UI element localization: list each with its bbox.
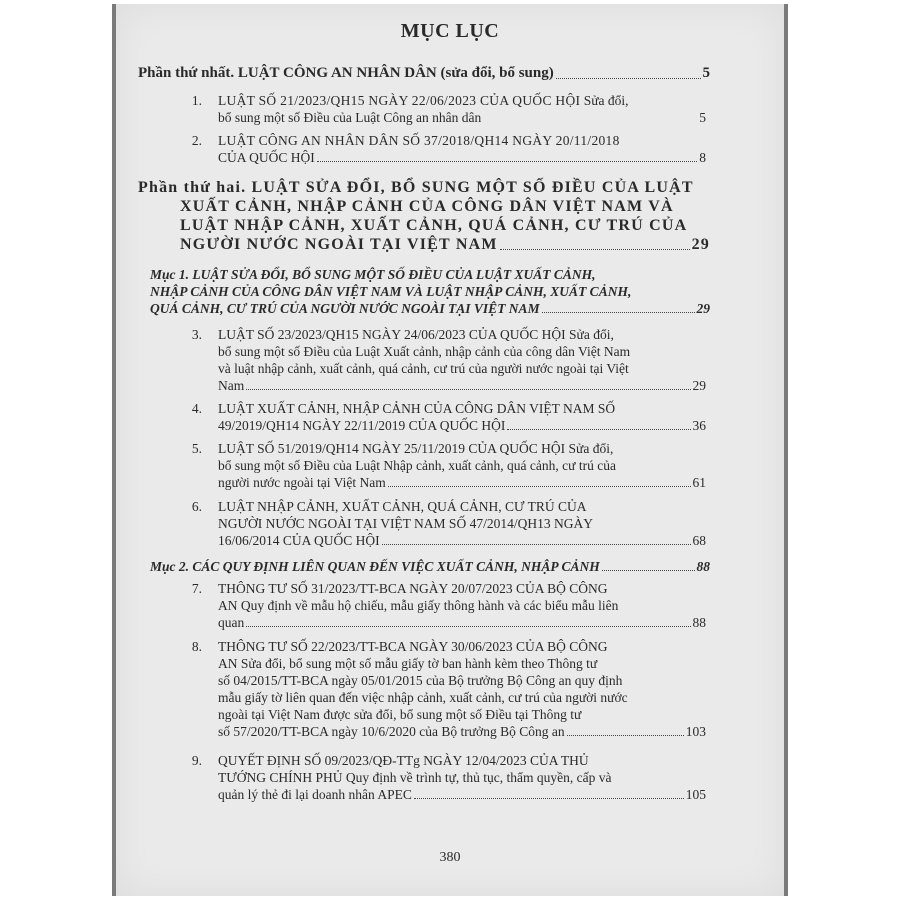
dot-leader [500, 249, 690, 250]
part-two-page: 29 [691, 236, 710, 253]
item-title: LUẬT CÔNG AN NHÂN DÂN SỐ 37/2018/QH14 NGÀY 20/11/2018 [218, 133, 620, 148]
item-page: 88 [692, 615, 706, 630]
item-title: TƯỚNG CHÍNH PHỦ Quy định về trình tự, thủ tục, thẩm quyền, cấp và [218, 770, 612, 785]
item-title-last: CỦA QUỐC HỘI [218, 150, 315, 165]
muc-one-entry [150, 266, 710, 317]
item-title-last: số 57/2020/TT-BCA ngày 10/6/2020 của Bộ trưởng Bộ Công an [218, 724, 565, 739]
part-one-heading: Phần thứ nhất. LUẬT CÔNG AN NHÂN DÂN (sửa đổi, bổ sung) [138, 65, 554, 81]
toc-item-1 [186, 92, 706, 126]
muc-one-line: Mục 1. LUẬT SỬA ĐỔI, BỔ SUNG MỘT SỐ ĐIỀU CỦA LUẬT XUẤT CẢNH, [150, 267, 596, 282]
item-number: 9. [191, 753, 202, 768]
muc-two-line: Mục 2. CÁC QUY ĐỊNH LIÊN QUAN ĐẾN VIỆC XUẤT CẢNH, NHẬP CẢNH [150, 559, 600, 574]
item-title-last: quản lý thẻ đi lại doanh nhân APEC [218, 787, 412, 802]
item-number: 4. [191, 401, 202, 416]
item-number: 2. [191, 133, 202, 148]
item-title-last: bổ sung một số Điều của Luật Công an nhân dân [218, 110, 482, 125]
item-title-last: Nam [218, 378, 245, 393]
item-number: 1. [191, 93, 202, 108]
part-two-entry [138, 178, 710, 254]
item-title-rest: Sửa đổi, [580, 93, 629, 108]
toc-item-9 [186, 752, 706, 803]
dot-leader [602, 570, 695, 571]
dot-leader [542, 312, 695, 313]
muc-one-page: 29 [696, 301, 710, 316]
item-title: số 04/2015/TT-BCA ngày 05/01/2015 của Bộ trưởng Bộ Công an quy định [218, 673, 623, 688]
item-title: và luật nhập cảnh, xuất cảnh, quá cảnh, cư trú của người nước ngoài tại Việt [218, 361, 629, 376]
item-title: LUẬT SỐ 23/2023/QH15 NGÀY 24/06/2023 CỦA QUỐC HỘI Sửa đổi, [218, 327, 614, 342]
item-page: 68 [692, 533, 706, 548]
dot-leader [382, 544, 691, 545]
item-title: LUẬT SỐ 21/2023/QH15 NGÀY 22/06/2023 CỦA QUỐC HỘI [218, 93, 581, 108]
dot-leader [414, 798, 684, 799]
book-page [116, 4, 784, 896]
item-number: 3. [191, 327, 202, 342]
item-title-last: 49/2019/QH14 NGÀY 22/11/2019 CỦA QUỐC HỘI [218, 418, 506, 433]
item-title: AN Sửa đổi, bổ sung một số mẫu giấy tờ ban hành kèm theo Thông tư [218, 656, 598, 671]
item-title: LUẬT NHẬP CẢNH, XUẤT CẢNH, QUÁ CẢNH, CƯ TRÚ CỦA [218, 499, 587, 514]
dot-leader [246, 389, 690, 390]
muc-one-line: QUÁ CẢNH, CƯ TRÚ CỦA NGƯỜI NƯỚC NGOÀI TẠI VIỆT NAM [150, 301, 540, 316]
item-page: 103 [685, 724, 706, 739]
item-page: 61 [692, 475, 706, 490]
item-title: THÔNG TƯ SỐ 22/2023/TT-BCA NGÀY 30/06/2023 CỦA BỘ CÔNG [218, 639, 608, 654]
dot-leader [246, 626, 690, 627]
item-title-last: người nước ngoài tại Việt Nam [218, 475, 386, 490]
dot-leader [507, 429, 690, 430]
dot-leader [317, 161, 697, 162]
part-two-line: Phần thứ hai. LUẬT SỬA ĐỔI, BỔ SUNG MỘT SỐ ĐIỀU CỦA LUẬT [138, 179, 694, 196]
item-title-last: quan [218, 615, 245, 630]
dot-leader [388, 486, 691, 487]
muc-two-entry [150, 558, 710, 575]
item-title: ngoài tại Việt Nam được sửa đổi, bổ sung một số Điều tại Thông tư [218, 707, 582, 722]
page-right-edge [784, 4, 788, 896]
toc-item-4 [186, 400, 706, 434]
item-number: 6. [191, 499, 202, 514]
item-number: 5. [191, 441, 202, 456]
item-page: 29 [692, 378, 706, 393]
toc-item-3 [186, 326, 706, 394]
item-title: QUYẾT ĐỊNH SỐ 09/2023/QĐ-TTg NGÀY 12/04/2023 CỦA THỦ [218, 753, 589, 768]
part-two-line: XUẤT CẢNH, NHẬP CẢNH CỦA CÔNG DÂN VIỆT NAM VÀ [180, 198, 674, 215]
item-title: bổ sung một số Điều của Luật Xuất cảnh, nhập cảnh của công dân Việt Nam [218, 344, 631, 359]
item-number: 8. [191, 639, 202, 654]
item-title-last: 16/06/2014 CỦA QUỐC HỘI [218, 533, 380, 548]
page-title: MỤC LỤC [400, 20, 500, 42]
toc-item-8 [186, 638, 706, 740]
item-title: THÔNG TƯ SỐ 31/2023/TT-BCA NGÀY 20/07/2023 CỦA BỘ CÔNG [218, 581, 608, 596]
part-one-page: 5 [702, 65, 710, 81]
dot-leader [483, 121, 697, 122]
part-two-line: LUẬT NHẬP CẢNH, XUẤT CẢNH, QUÁ CẢNH, CƯ TRÚ CỦA [180, 217, 688, 234]
item-title: NGƯỜI NƯỚC NGOÀI TẠI VIỆT NAM SỐ 47/2014/QH13 NGÀY [218, 516, 593, 531]
item-title: LUẬT XUẤT CẢNH, NHẬP CẢNH CỦA CÔNG DÂN VIỆT NAM SỐ [218, 401, 616, 416]
muc-two-page: 88 [696, 559, 710, 574]
toc-item-5 [186, 440, 706, 491]
toc-item-6 [186, 498, 706, 549]
toc-item-2 [186, 132, 706, 166]
item-title: bổ sung một số Điều của Luật Nhập cảnh, xuất cảnh, quá cảnh, cư trú của [218, 458, 616, 473]
item-number: 7. [191, 581, 202, 596]
item-page: 36 [692, 418, 706, 433]
dot-leader [567, 735, 684, 736]
part-two-line: NGƯỜI NƯỚC NGOÀI TẠI VIỆT NAM [180, 236, 498, 253]
toc-item-7 [186, 580, 706, 631]
dot-leader [556, 78, 701, 79]
item-page: 105 [685, 787, 706, 802]
item-page: 8 [699, 150, 706, 165]
item-title: LUẬT SỐ 51/2019/QH14 NGÀY 25/11/2019 CỦA QUỐC HỘI Sửa đổi, [218, 441, 614, 456]
item-title: mẫu giấy tờ liên quan đến việc nhập cảnh, xuất cảnh, cư trú của người nước [218, 690, 628, 705]
part-one-entry [138, 64, 710, 83]
page-number: 380 [439, 850, 461, 865]
item-title: AN Quy định về mẫu hộ chiếu, mẫu giấy thông hành và các biểu mẫu liên [218, 598, 619, 613]
muc-one-line: NHẬP CẢNH CỦA CÔNG DÂN VIỆT NAM VÀ LUẬT NHẬP CẢNH, XUẤT CẢNH, [150, 284, 632, 299]
item-page: 5 [699, 110, 706, 125]
